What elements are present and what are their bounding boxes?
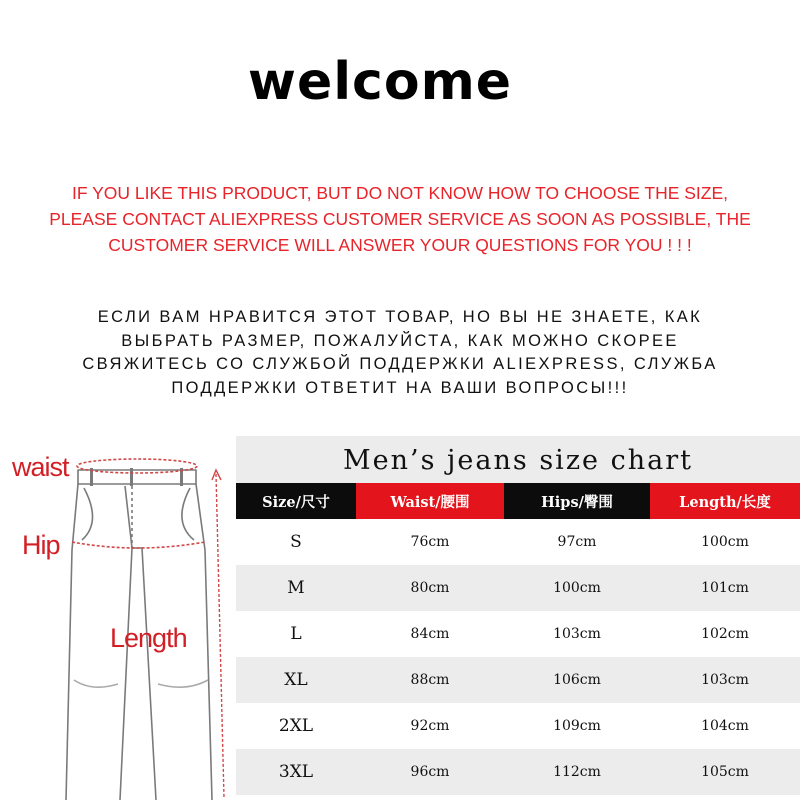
cell-waist: 76cm <box>410 534 450 550</box>
table-header-row <box>236 483 800 519</box>
header-size: Size/尺寸 <box>236 483 356 519</box>
chart-title: Men’s jeans size chart <box>236 436 800 484</box>
jeans-measurement-diagram <box>0 430 232 800</box>
cell-length: 105cm <box>650 749 800 795</box>
cell-size: 3XL <box>236 749 356 795</box>
russian-notice-line: ВЫБРАТЬ РАЗМЕР, ПОЖАЛУЙСТА, КАК МОЖНО СКОРЕЕ <box>121 331 679 350</box>
cell-size: L <box>290 624 302 644</box>
cell-size: M <box>236 565 356 611</box>
table-row <box>236 749 800 795</box>
russian-notice-line: СВЯЖИТЕСЬ СО СЛУЖБОЙ ПОДДЕРЖКИ ALIEXPRESS, СЛУЖБА <box>82 355 718 373</box>
russian-notice-line: ЕСЛИ ВАМ НРАВИТСЯ ЭТОТ ТОВАР, НО ВЫ НЕ ЗНАЕТЕ, КАК <box>97 308 703 326</box>
cell-length: 101cm <box>650 565 800 611</box>
cell-hips: 103cm <box>553 626 601 642</box>
table-row <box>236 703 800 749</box>
cell-length: 103cm <box>650 657 800 703</box>
header-waist: Waist/腰围 <box>356 483 504 519</box>
header-length: Length/长度 <box>650 483 800 519</box>
table-row <box>236 519 800 565</box>
cell-hips: 109cm <box>553 718 601 734</box>
russian-notice-line: ПОДДЕРЖКИ ОТВЕТИТ НА ВАШИ ВОПРОСЫ!!! <box>171 378 629 397</box>
header-hips: Hips/臀围 <box>504 483 650 519</box>
cell-size: 2XL <box>278 716 314 736</box>
cell-size: S <box>290 532 302 552</box>
english-notice-line: PLEASE CONTACT ALIEXPRESS CUSTOMER SERVICE AS SOON AS POSSIBLE, THE <box>49 209 751 229</box>
cell-length: 102cm <box>701 626 749 642</box>
length-label: Length <box>110 623 187 653</box>
welcome-heading: welcome <box>247 52 513 112</box>
cell-hips: 100cm <box>504 565 650 611</box>
jeans-outline-icon <box>0 430 232 800</box>
russian-notice <box>20 306 780 400</box>
table-row <box>236 565 800 611</box>
cell-waist: 80cm <box>356 565 504 611</box>
size-chart <box>236 436 800 800</box>
cell-length: 100cm <box>701 534 749 550</box>
hip-label: Hip <box>22 530 60 560</box>
cell-waist: 96cm <box>356 749 504 795</box>
size-table <box>236 483 800 795</box>
waist-label: waist <box>12 452 69 482</box>
cell-waist: 84cm <box>410 626 450 642</box>
table-row <box>236 611 800 657</box>
cell-length: 104cm <box>701 718 749 734</box>
cell-hips: 106cm <box>504 657 650 703</box>
table-row <box>236 657 800 703</box>
cell-waist: 88cm <box>356 657 504 703</box>
english-notice-line: IF YOU LIKE THIS PRODUCT, BUT DO NOT KNOW HOW TO CHOOSE THE SIZE, <box>71 183 729 203</box>
english-notice <box>0 180 800 258</box>
cell-hips: 97cm <box>557 534 597 550</box>
english-notice-line: CUSTOMER SERVICE WILL ANSWER YOUR QUESTIONS FOR YOU ! ! ! <box>108 235 692 255</box>
cell-hips: 112cm <box>504 749 650 795</box>
cell-size: XL <box>236 657 356 703</box>
cell-waist: 92cm <box>410 718 450 734</box>
